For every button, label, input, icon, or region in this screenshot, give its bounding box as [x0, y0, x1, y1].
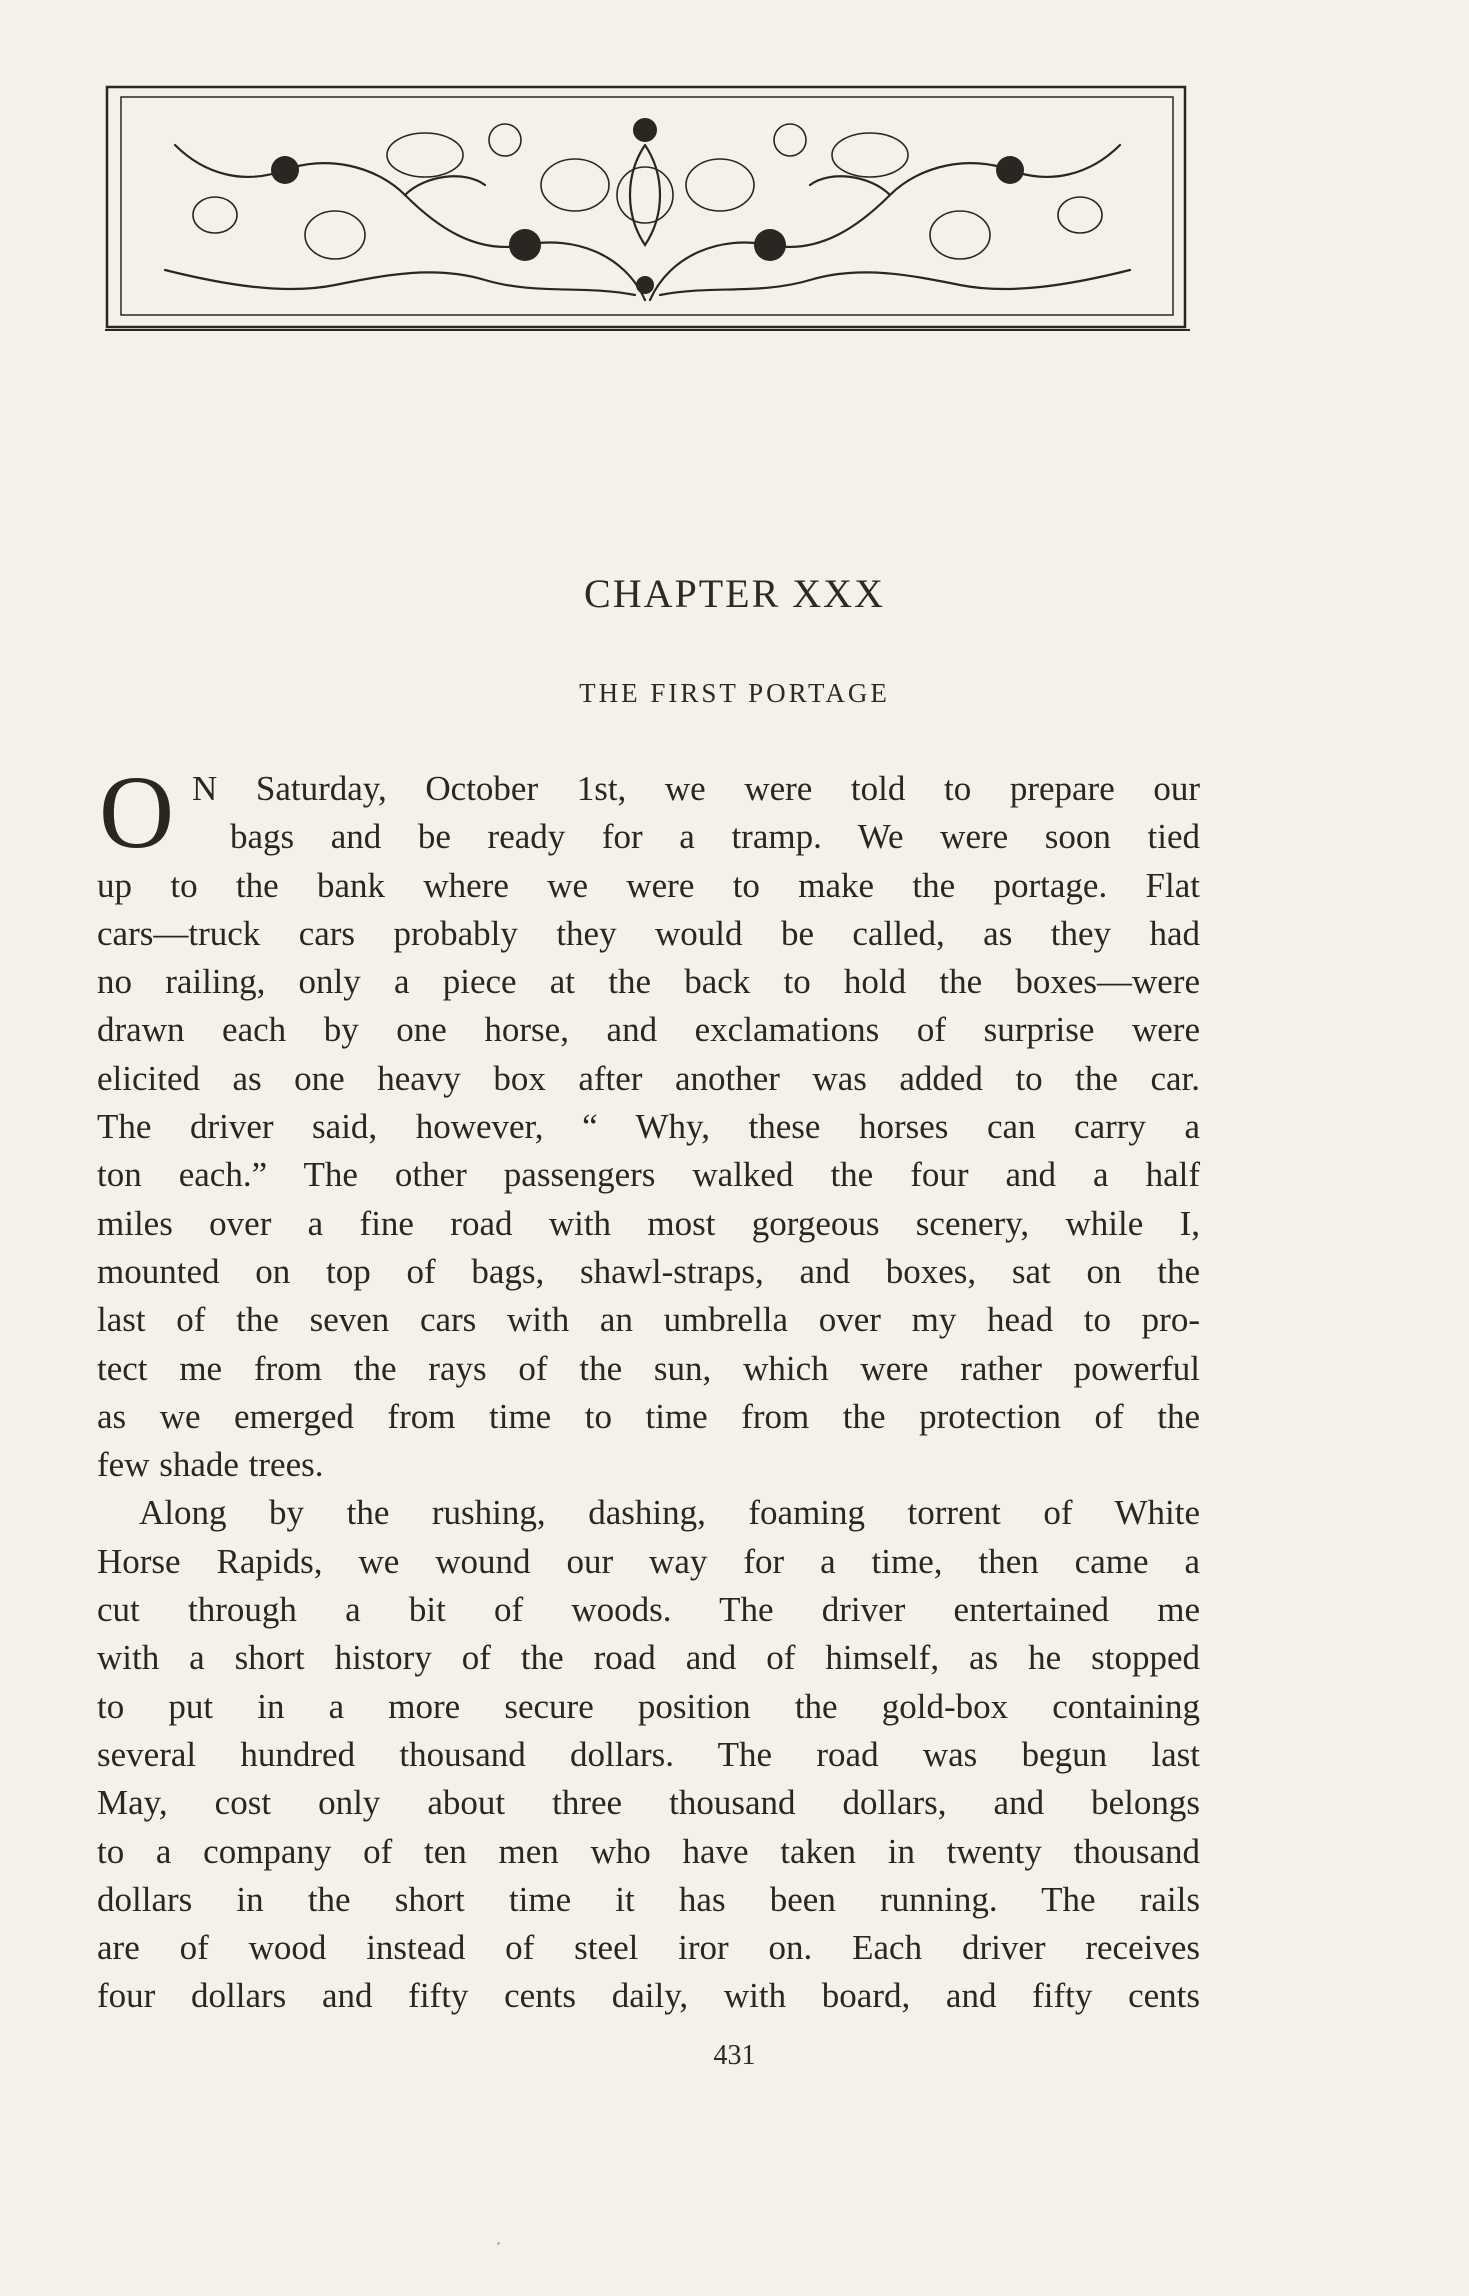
- text-line: N Saturday, October 1st, we were told to prepare our: [192, 769, 1200, 808]
- text-line: to put in a more secure position the gold-box containing: [97, 1686, 1200, 1726]
- floral-ornament-illustration: [105, 85, 1190, 332]
- chapter-subtitle: THE FIRST PORTAGE: [579, 678, 890, 708]
- text-line: several hundred thousand dollars. The road was begun last: [97, 1734, 1200, 1774]
- text-line: elicited as one heavy box after another was added to the car.: [97, 1058, 1200, 1098]
- text-line: to a company of ten men who have taken in twenty thousand: [97, 1831, 1200, 1871]
- chapter-heading: CHAPTER XXX: [584, 571, 885, 616]
- paper-speck: [497, 2242, 500, 2245]
- text-line: tect me from the rays of the sun, which were rather powerful: [97, 1348, 1200, 1388]
- text-line: cut through a bit of woods. The driver entertained me: [97, 1590, 1200, 1630]
- drop-cap: O: [99, 755, 175, 870]
- text-line: no railing, only a piece at the back to hold the boxes—were: [97, 962, 1200, 1002]
- text-line: up to the bank where we were to make the portage. Flat: [97, 865, 1200, 905]
- text-line: Horse Rapids, we wound our way for a time, then came a: [97, 1541, 1200, 1581]
- text-line: are of wood instead of steel iror on. Each driver receives: [97, 1928, 1200, 1968]
- text-line: few shade trees.: [97, 1445, 324, 1485]
- text-line: mounted on top of bags, shawl-straps, and boxes, sat on the: [97, 1251, 1200, 1291]
- text-line: ton each.” The other passengers walked the four and a half: [97, 1155, 1200, 1195]
- text-line: drawn each by one horse, and exclamations of surprise were: [97, 1010, 1200, 1050]
- opening-paragraph: [97, 755, 1200, 870]
- text-line: miles over a fine road with most gorgeous scenery, while I,: [97, 1203, 1200, 1243]
- text-line: four dollars and fifty cents daily, with board, and fifty cents: [97, 1976, 1200, 2016]
- body-text: [97, 755, 1200, 2021]
- text-line: bags and be ready for a tramp. We were soon tied: [230, 817, 1200, 857]
- text-line: May, cost only about three thousand dollars, and belongs: [97, 1783, 1200, 1823]
- text-line: Along by the rushing, dashing, foaming torrent of White: [139, 1493, 1200, 1533]
- text-line: with a short history of the road and of himself, as he stopped: [97, 1638, 1200, 1678]
- text-line: dollars in the short time it has been running. The rails: [97, 1879, 1200, 1919]
- text-line: The driver said, however, “ Why, these horses can carry a: [97, 1107, 1200, 1147]
- page-number: 431: [713, 2040, 756, 2071]
- text-line: last of the seven cars with an umbrella over my head to pro-: [97, 1300, 1200, 1340]
- text-line: as we emerged from time to time from the protection of the: [97, 1396, 1200, 1436]
- text-line: cars—truck cars probably they would be called, as they had: [97, 913, 1200, 953]
- ornamental-headpiece: [105, 85, 1190, 332]
